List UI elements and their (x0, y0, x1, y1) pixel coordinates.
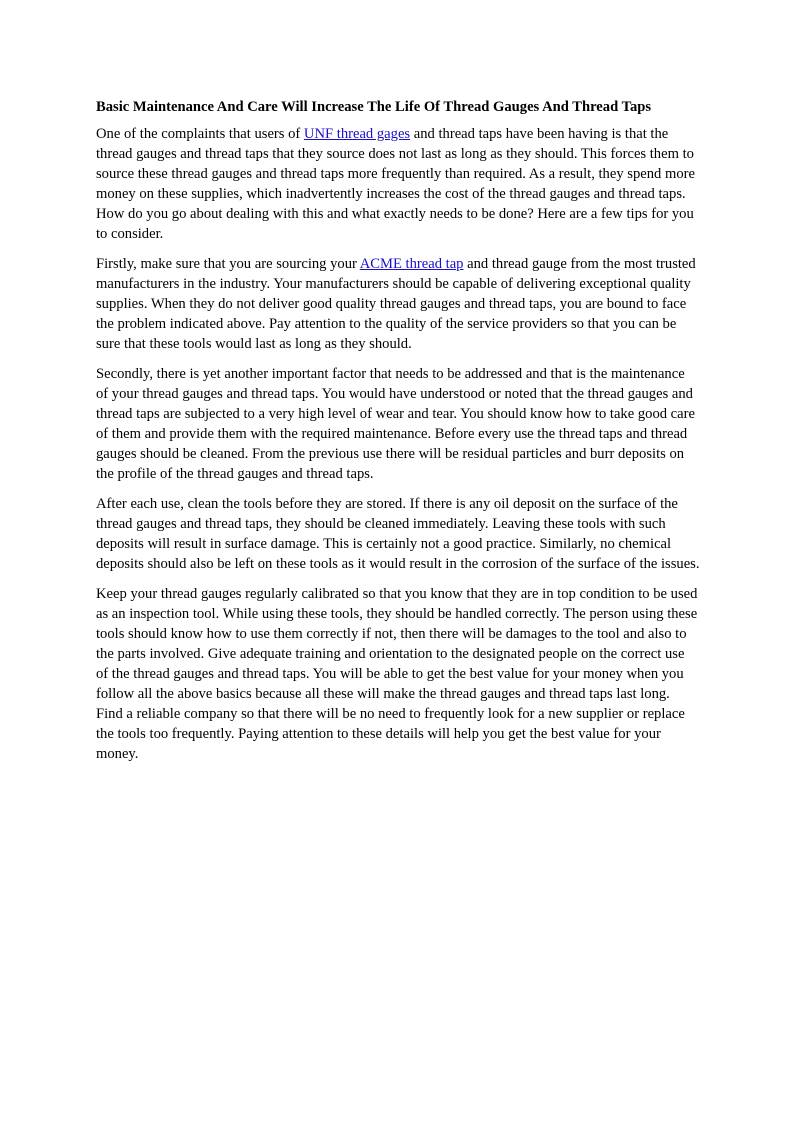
paragraph-2 (96, 254, 700, 354)
paragraph-1 (96, 124, 700, 244)
paragraph-2-text-before: Firstly, make sure that you are sourcing your (96, 256, 360, 272)
paragraph-3: Secondly, there is yet another important factor that needs to be addressed and that is the maintenance of your thread gauges and thread taps. You would have understood or noted that the thread gauges and thread taps are subjected to a very high level of wear and tear. You should know how to take good care of them and provide them with the required maintenance. Before every use the thread taps and thread gauges should be cleaned. From the previous use there will be residual particles and burr deposits on the profile of the thread gauges and thread taps. (96, 366, 695, 482)
paragraph-2-text-after: and thread gauge from the most trusted manufacturers in the industry. Your manufacturers should be capable of delivering exceptional quality supplies. When they do not deliver good quality thread gauges and thread taps, you are bound to face the problem indicated above. Pay attention to the quality of the service providers so that you can be sure that these tools would last as long as they should. (96, 256, 696, 352)
unf-thread-gages-link[interactable]: UNF thread gages (303, 126, 411, 142)
document-title: Basic Maintenance And Care Will Increase The Life Of Thread Gauges And Thread Taps (96, 99, 652, 115)
paragraph-4: After each use, clean the tools before they are stored. If there is any oil deposit on the surface of the thread gauges and thread taps, they should be cleaned immediately. Leaving these tools with such deposits will result in surface damage. This is certainly not a good practice. Similarly, no chemical deposits should also be left on these tools as it would result in the corrosion of the surface of the issues. (96, 496, 700, 572)
paragraph-1-text-after: and thread taps have been having is that the thread gauges and thread taps that they source does not last as long as they should. This forces them to source these thread gauges and thread taps more frequently than required. As a result, they spend more money on these supplies, which inadvertently increases the cost of the thread gauges and thread taps. How do you go about dealing with this and what exactly needs to be done? Here are a few tips for you to consider. (96, 126, 695, 242)
document-page (96, 97, 700, 774)
paragraph-1-text-before: One of the complaints that users of (96, 126, 304, 142)
acme-thread-tap-link[interactable]: ACME thread tap (359, 256, 464, 272)
paragraph-5: Keep your thread gauges regularly calibrated so that you know that they are in top condition to be used as an inspection tool. While using these tools, they should be handled correctly. The person using these tools should know how to use them correctly if not, then there will be damages to the tool and also to the parts involved. Give adequate training and orientation to the designated people on the correct use of the thread gauges and thread taps. You will be able to get the best value for your money when you follow all the above basics because all these will make the thread gauges and thread taps last long. Find a reliable company so that there will be no need to frequently look for a new supplier or replace the tools too frequently. Paying attention to these details will help you get the best value for your money. (96, 586, 698, 762)
